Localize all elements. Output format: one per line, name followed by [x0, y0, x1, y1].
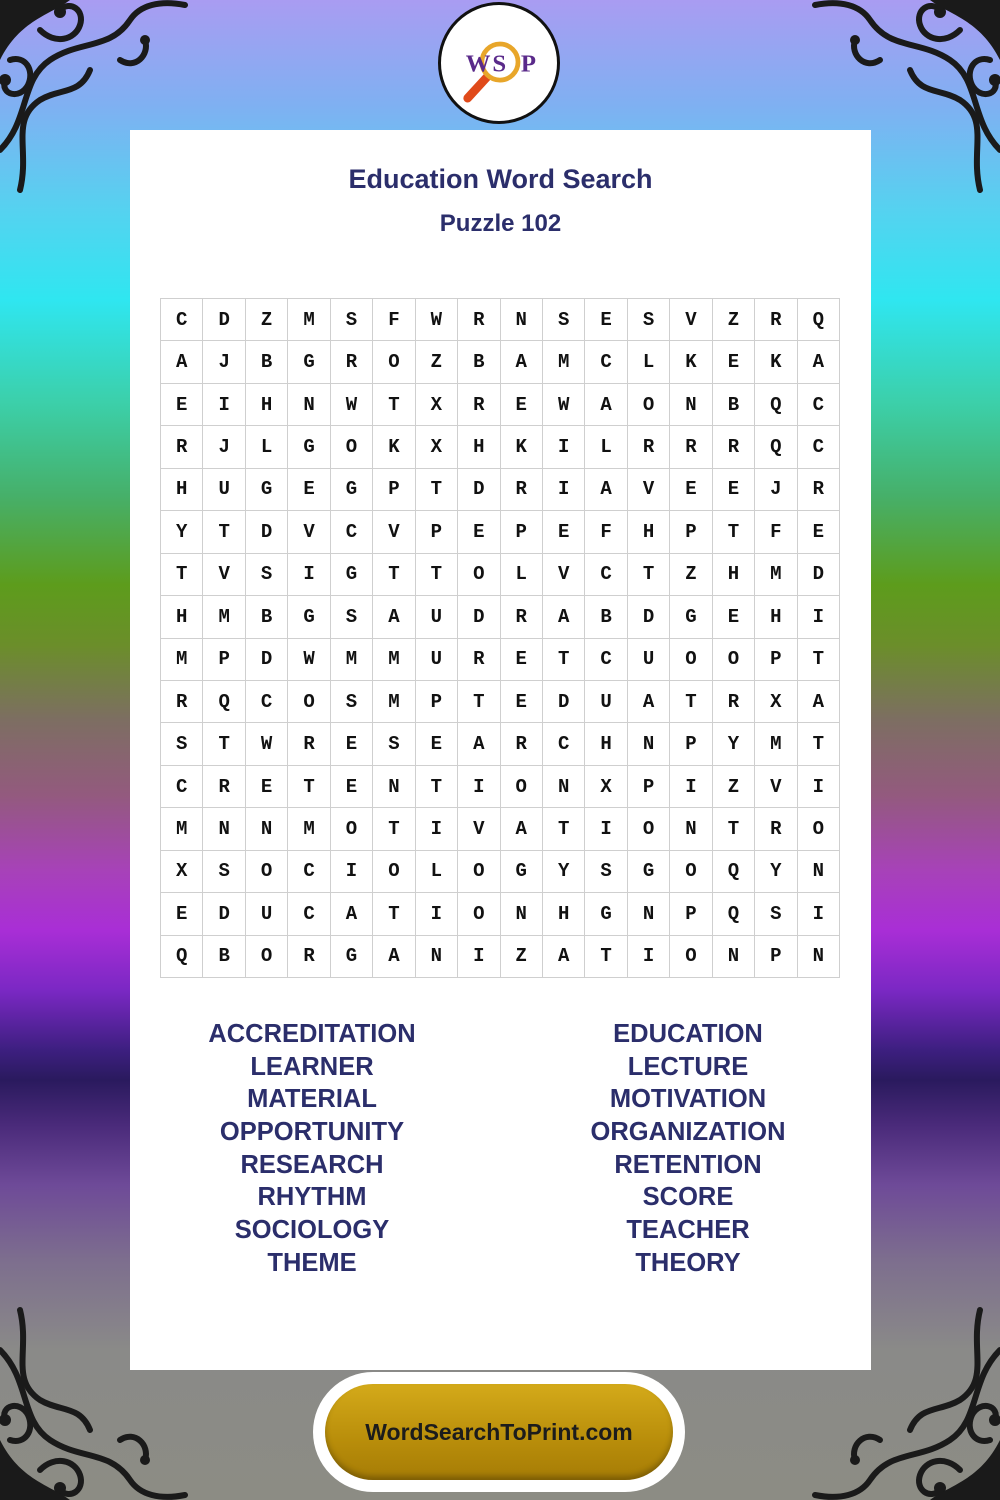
grid-cell[interactable]: G	[331, 554, 373, 596]
grid-cell[interactable]: T	[585, 936, 627, 978]
grid-cell[interactable]: A	[161, 341, 203, 383]
grid-cell[interactable]: G	[331, 469, 373, 511]
grid-cell[interactable]: V	[755, 766, 797, 808]
grid-cell[interactable]: T	[203, 511, 245, 553]
grid-cell[interactable]: R	[501, 469, 543, 511]
grid-cell[interactable]: N	[373, 766, 415, 808]
grid-cell[interactable]: P	[670, 893, 712, 935]
grid-cell[interactable]: H	[755, 596, 797, 638]
grid-cell[interactable]: U	[416, 596, 458, 638]
grid-cell[interactable]: R	[161, 426, 203, 468]
grid-cell[interactable]: K	[755, 341, 797, 383]
grid-cell[interactable]: I	[288, 554, 330, 596]
grid-cell[interactable]: D	[458, 469, 500, 511]
grid-cell[interactable]: Q	[755, 384, 797, 426]
grid-cell[interactable]: I	[458, 766, 500, 808]
grid-cell[interactable]: A	[331, 893, 373, 935]
grid-cell[interactable]: F	[585, 511, 627, 553]
grid-cell[interactable]: O	[501, 766, 543, 808]
grid-cell[interactable]: A	[585, 469, 627, 511]
grid-cell[interactable]: W	[416, 299, 458, 341]
grid-cell[interactable]: R	[161, 681, 203, 723]
grid-cell[interactable]: D	[458, 596, 500, 638]
grid-cell[interactable]: Q	[713, 851, 755, 893]
grid-cell[interactable]: M	[373, 681, 415, 723]
grid-cell[interactable]: B	[246, 341, 288, 383]
grid-cell[interactable]: C	[161, 299, 203, 341]
grid-cell[interactable]: W	[288, 639, 330, 681]
grid-cell[interactable]: N	[798, 851, 840, 893]
grid-cell[interactable]: S	[331, 596, 373, 638]
grid-cell[interactable]: I	[543, 469, 585, 511]
grid-cell[interactable]: A	[373, 596, 415, 638]
grid-cell[interactable]: R	[203, 766, 245, 808]
grid-cell[interactable]: R	[628, 426, 670, 468]
grid-cell[interactable]: O	[246, 936, 288, 978]
grid-cell[interactable]: T	[543, 808, 585, 850]
grid-cell[interactable]: E	[713, 341, 755, 383]
grid-cell[interactable]: C	[543, 723, 585, 765]
grid-cell[interactable]: E	[501, 681, 543, 723]
grid-cell[interactable]: V	[203, 554, 245, 596]
grid-cell[interactable]: C	[585, 639, 627, 681]
grid-cell[interactable]: E	[713, 596, 755, 638]
grid-cell[interactable]: A	[543, 596, 585, 638]
grid-cell[interactable]: R	[755, 808, 797, 850]
grid-cell[interactable]: E	[798, 511, 840, 553]
grid-cell[interactable]: T	[543, 639, 585, 681]
word-list-item: EDUCATION	[613, 1020, 763, 1048]
grid-cell[interactable]: T	[161, 554, 203, 596]
grid-cell[interactable]: N	[670, 808, 712, 850]
grid-cell[interactable]: R	[331, 341, 373, 383]
grid-cell[interactable]: Z	[713, 766, 755, 808]
grid-cell[interactable]: N	[798, 936, 840, 978]
grid-cell[interactable]: H	[628, 511, 670, 553]
grid-cell[interactable]: G	[501, 851, 543, 893]
grid-cell[interactable]: P	[203, 639, 245, 681]
grid-cell[interactable]: C	[331, 511, 373, 553]
grid-cell[interactable]: E	[670, 469, 712, 511]
word-list-item: MATERIAL	[247, 1085, 377, 1114]
word-list-item: ORGANIZATION	[590, 1118, 786, 1147]
word-list-item: RETENTION	[614, 1150, 762, 1179]
grid-cell[interactable]: U	[203, 469, 245, 511]
grid-cell[interactable]: O	[628, 808, 670, 850]
grid-cell[interactable]: D	[798, 554, 840, 596]
grid-cell[interactable]: A	[501, 808, 543, 850]
grid-cell[interactable]: S	[373, 723, 415, 765]
grid-cell[interactable]: A	[543, 936, 585, 978]
grid-cell[interactable]: L	[585, 426, 627, 468]
grid-cell[interactable]: S	[331, 299, 373, 341]
grid-cell[interactable]: O	[331, 426, 373, 468]
word-list-item: SOCIOLOGY	[234, 1216, 390, 1245]
grid-cell[interactable]: G	[246, 469, 288, 511]
grid-cell[interactable]: I	[628, 936, 670, 978]
grid-cell[interactable]: G	[331, 936, 373, 978]
grid-cell[interactable]: C	[798, 384, 840, 426]
grid-cell[interactable]: E	[713, 469, 755, 511]
magnifier-icon	[441, 5, 557, 121]
grid-cell[interactable]: E	[501, 639, 543, 681]
grid-cell[interactable]: U	[628, 639, 670, 681]
grid-cell[interactable]: L	[246, 426, 288, 468]
word-list-item: ACCREDITATION	[208, 1020, 416, 1048]
grid-cell[interactable]: H	[585, 723, 627, 765]
grid-cell[interactable]: S	[331, 681, 373, 723]
grid-cell[interactable]: N	[628, 723, 670, 765]
word-list-item: OPPORTUNITY	[219, 1118, 405, 1147]
grid-cell[interactable]: I	[798, 596, 840, 638]
grid-cell[interactable]: E	[161, 893, 203, 935]
grid-cell[interactable]: T	[373, 808, 415, 850]
grid-cell[interactable]: T	[416, 766, 458, 808]
grid-cell[interactable]: E	[458, 511, 500, 553]
grid-cell[interactable]: P	[501, 511, 543, 553]
grid-cell[interactable]: O	[458, 554, 500, 596]
grid-cell[interactable]: M	[543, 341, 585, 383]
grid-cell[interactable]: H	[458, 426, 500, 468]
grid-cell[interactable]: D	[543, 681, 585, 723]
grid-cell[interactable]: U	[416, 639, 458, 681]
grid-cell[interactable]: T	[288, 766, 330, 808]
grid-cell[interactable]: Q	[203, 681, 245, 723]
grid-cell[interactable]: R	[713, 426, 755, 468]
grid-cell[interactable]: R	[458, 639, 500, 681]
grid-cell[interactable]: T	[628, 554, 670, 596]
grid-cell[interactable]: I	[458, 936, 500, 978]
grid-cell[interactable]: P	[755, 936, 797, 978]
grid-cell[interactable]: N	[713, 936, 755, 978]
grid-cell[interactable]: K	[373, 426, 415, 468]
grid-cell[interactable]: C	[246, 681, 288, 723]
grid-cell[interactable]: D	[246, 511, 288, 553]
grid-cell[interactable]: C	[798, 426, 840, 468]
grid-cell[interactable]: X	[755, 681, 797, 723]
grid-cell[interactable]: L	[628, 341, 670, 383]
site-link-button[interactable]	[325, 1384, 673, 1480]
grid-cell[interactable]: B	[713, 384, 755, 426]
site-link-text: WordSearchToPrint.com	[365, 1418, 633, 1445]
grid-cell[interactable]: H	[713, 554, 755, 596]
grid-cell[interactable]: I	[798, 766, 840, 808]
grid-cell[interactable]: R	[501, 596, 543, 638]
grid-cell[interactable]: M	[373, 639, 415, 681]
grid-cell[interactable]: K	[670, 341, 712, 383]
grid-cell[interactable]: A	[373, 936, 415, 978]
grid-cell[interactable]: I	[585, 808, 627, 850]
grid-cell[interactable]: P	[416, 511, 458, 553]
grid-cell[interactable]: E	[161, 384, 203, 426]
grid-cell[interactable]: G	[288, 596, 330, 638]
grid-cell[interactable]: W	[543, 384, 585, 426]
grid-cell[interactable]: Y	[755, 851, 797, 893]
grid-cell[interactable]: Q	[798, 299, 840, 341]
wsp-logo	[438, 2, 560, 124]
grid-cell[interactable]: V	[458, 808, 500, 850]
grid-cell[interactable]: N	[670, 384, 712, 426]
grid-cell[interactable]: Q	[713, 893, 755, 935]
word-list-item: MOTIVATION	[609, 1085, 767, 1114]
word-list-left	[152, 1018, 472, 1280]
grid-cell[interactable]: S	[628, 299, 670, 341]
grid-cell[interactable]: E	[288, 469, 330, 511]
grid-cell[interactable]: F	[755, 511, 797, 553]
grid-cell[interactable]: E	[585, 299, 627, 341]
grid-cell[interactable]: W	[246, 723, 288, 765]
grid-cell[interactable]: Z	[416, 341, 458, 383]
grid-cell[interactable]: U	[246, 893, 288, 935]
grid-cell[interactable]: D	[246, 639, 288, 681]
grid-cell[interactable]: I	[543, 426, 585, 468]
word-list-item: SCORE	[642, 1183, 734, 1212]
grid-cell[interactable]: O	[628, 384, 670, 426]
grid-cell[interactable]: B	[585, 596, 627, 638]
grid-cell[interactable]: Y	[543, 851, 585, 893]
grid-cell[interactable]: I	[416, 808, 458, 850]
grid-cell[interactable]: R	[458, 384, 500, 426]
grid-cell[interactable]: Z	[670, 554, 712, 596]
grid-cell[interactable]: O	[288, 681, 330, 723]
grid-cell[interactable]: O	[373, 341, 415, 383]
logo-letter-w: W	[465, 50, 491, 78]
grid-cell[interactable]: T	[203, 723, 245, 765]
grid-cell[interactable]: T	[713, 511, 755, 553]
grid-cell[interactable]: M	[203, 596, 245, 638]
grid-cell[interactable]: T	[670, 681, 712, 723]
grid-cell[interactable]: L	[416, 851, 458, 893]
grid-cell[interactable]: C	[585, 554, 627, 596]
grid-cell[interactable]: L	[501, 554, 543, 596]
grid-cell[interactable]: V	[288, 511, 330, 553]
grid-cell[interactable]: O	[458, 893, 500, 935]
word-list-item: LEARNER	[250, 1052, 374, 1081]
grid-cell[interactable]: E	[246, 766, 288, 808]
grid-cell[interactable]: R	[713, 681, 755, 723]
grid-cell[interactable]: C	[288, 851, 330, 893]
grid-cell[interactable]: T	[713, 808, 755, 850]
grid-cell[interactable]: T	[373, 893, 415, 935]
grid-cell[interactable]: A	[585, 384, 627, 426]
grid-cell[interactable]: A	[628, 681, 670, 723]
grid-cell[interactable]: E	[416, 723, 458, 765]
grid-cell[interactable]: R	[670, 426, 712, 468]
grid-cell[interactable]: E	[501, 384, 543, 426]
letter-grid	[160, 298, 840, 978]
grid-cell[interactable]: B	[246, 596, 288, 638]
logo-letter-p: P	[520, 50, 536, 78]
grid-cell[interactable]: G	[585, 893, 627, 935]
word-list-item: LECTURE	[627, 1052, 749, 1081]
grid-cell[interactable]: X	[416, 384, 458, 426]
grid-cell[interactable]: Y	[161, 511, 203, 553]
grid-cell[interactable]: G	[288, 341, 330, 383]
grid-cell[interactable]: I	[203, 384, 245, 426]
grid-cell[interactable]: H	[161, 596, 203, 638]
grid-cell[interactable]: J	[203, 426, 245, 468]
grid-cell[interactable]: H	[246, 384, 288, 426]
grid-cell[interactable]: C	[585, 341, 627, 383]
word-list-item: THEORY	[635, 1248, 741, 1277]
grid-cell[interactable]: V	[670, 299, 712, 341]
grid-cell[interactable]: A	[458, 723, 500, 765]
grid-cell[interactable]: J	[203, 341, 245, 383]
grid-cell[interactable]: D	[203, 893, 245, 935]
grid-cell[interactable]: I	[331, 851, 373, 893]
grid-cell[interactable]: Z	[246, 299, 288, 341]
grid-cell[interactable]: X	[161, 851, 203, 893]
grid-cell[interactable]: I	[798, 893, 840, 935]
grid-cell[interactable]: Z	[501, 936, 543, 978]
grid-cell[interactable]: N	[628, 893, 670, 935]
grid-cell[interactable]: G	[628, 851, 670, 893]
word-list-item: THEME	[267, 1248, 357, 1277]
grid-cell[interactable]: I	[416, 893, 458, 935]
grid-cell[interactable]: R	[288, 723, 330, 765]
grid-cell[interactable]: D	[203, 299, 245, 341]
grid-cell[interactable]: P	[670, 511, 712, 553]
grid-cell[interactable]: O	[670, 639, 712, 681]
word-list-item: RESEARCH	[240, 1150, 384, 1179]
grid-cell[interactable]: G	[670, 596, 712, 638]
grid-cell[interactable]: R	[458, 299, 500, 341]
grid-cell[interactable]: M	[161, 808, 203, 850]
grid-cell[interactable]: O	[458, 851, 500, 893]
grid-cell[interactable]: O	[670, 851, 712, 893]
grid-cell[interactable]: T	[416, 469, 458, 511]
grid-cell[interactable]: O	[331, 808, 373, 850]
grid-cell[interactable]: E	[331, 766, 373, 808]
word-list-item: TEACHER	[626, 1216, 750, 1245]
grid-cell[interactable]: C	[288, 893, 330, 935]
grid-cell[interactable]: S	[585, 851, 627, 893]
grid-cell[interactable]: A	[501, 341, 543, 383]
grid-cell[interactable]: Z	[713, 299, 755, 341]
site-badge	[313, 1372, 685, 1492]
grid-cell[interactable]: P	[628, 766, 670, 808]
grid-cell[interactable]: N	[543, 766, 585, 808]
puzzle-card	[130, 130, 871, 1370]
grid-cell[interactable]: O	[713, 639, 755, 681]
grid-cell[interactable]: N	[288, 384, 330, 426]
grid-cell[interactable]: T	[798, 639, 840, 681]
grid-cell[interactable]: D	[628, 596, 670, 638]
grid-cell[interactable]: S	[203, 851, 245, 893]
grid-cell[interactable]: T	[373, 554, 415, 596]
grid-cell[interactable]: O	[246, 851, 288, 893]
word-list-right	[528, 1018, 848, 1280]
grid-cell[interactable]: R	[798, 469, 840, 511]
grid-cell[interactable]: V	[628, 469, 670, 511]
grid-cell[interactable]: R	[501, 723, 543, 765]
grid-cell[interactable]: P	[670, 723, 712, 765]
word-list-item: RHYTHM	[257, 1183, 367, 1212]
grid-cell[interactable]: T	[416, 554, 458, 596]
grid-cell[interactable]: Y	[713, 723, 755, 765]
grid-cell[interactable]: Q	[755, 426, 797, 468]
grid-cell[interactable]: U	[585, 681, 627, 723]
grid-cell[interactable]: M	[331, 639, 373, 681]
grid-cell[interactable]: G	[288, 426, 330, 468]
grid-cell[interactable]: O	[798, 808, 840, 850]
grid-cell[interactable]: N	[501, 893, 543, 935]
grid-cell[interactable]: E	[543, 511, 585, 553]
grid-cell[interactable]: M	[288, 808, 330, 850]
grid-cell[interactable]: T	[798, 723, 840, 765]
grid-cell[interactable]: P	[416, 681, 458, 723]
grid-cell[interactable]: A	[798, 681, 840, 723]
grid-cell[interactable]: I	[670, 766, 712, 808]
grid-cell[interactable]: B	[458, 341, 500, 383]
page-title: Education Word Search	[348, 164, 653, 194]
grid-cell[interactable]: M	[755, 723, 797, 765]
grid-cell[interactable]: X	[585, 766, 627, 808]
grid-cell[interactable]: R	[288, 936, 330, 978]
grid-cell[interactable]: A	[798, 341, 840, 383]
grid-cell[interactable]: S	[246, 554, 288, 596]
grid-cell[interactable]: E	[331, 723, 373, 765]
grid-cell[interactable]: S	[755, 893, 797, 935]
grid-cell[interactable]: P	[373, 469, 415, 511]
grid-cell[interactable]: Q	[161, 936, 203, 978]
grid-cell[interactable]: N	[246, 808, 288, 850]
grid-cell[interactable]: O	[373, 851, 415, 893]
grid-cell[interactable]: V	[543, 554, 585, 596]
grid-cell[interactable]: M	[288, 299, 330, 341]
grid-cell[interactable]: J	[755, 469, 797, 511]
grid-cell[interactable]: P	[755, 639, 797, 681]
grid-cell[interactable]: M	[755, 554, 797, 596]
grid-cell[interactable]: S	[543, 299, 585, 341]
grid-cell[interactable]: M	[161, 639, 203, 681]
grid-cell[interactable]: B	[203, 936, 245, 978]
grid-cell[interactable]: H	[161, 469, 203, 511]
grid-cell[interactable]: O	[670, 936, 712, 978]
grid-cell[interactable]: N	[501, 299, 543, 341]
grid-cell[interactable]: F	[373, 299, 415, 341]
grid-cell[interactable]: K	[501, 426, 543, 468]
grid-cell[interactable]: S	[161, 723, 203, 765]
grid-cell[interactable]: R	[755, 299, 797, 341]
grid-cell[interactable]: C	[161, 766, 203, 808]
grid-cell[interactable]: X	[416, 426, 458, 468]
grid-cell[interactable]: T	[458, 681, 500, 723]
puzzle-number: Puzzle 102	[439, 210, 562, 237]
grid-cell[interactable]: V	[373, 511, 415, 553]
grid-cell[interactable]: H	[543, 893, 585, 935]
logo-letter-s: S	[492, 50, 507, 78]
grid-cell[interactable]: W	[331, 384, 373, 426]
grid-cell[interactable]: T	[373, 384, 415, 426]
grid-cell[interactable]: N	[416, 936, 458, 978]
grid-cell[interactable]: N	[203, 808, 245, 850]
